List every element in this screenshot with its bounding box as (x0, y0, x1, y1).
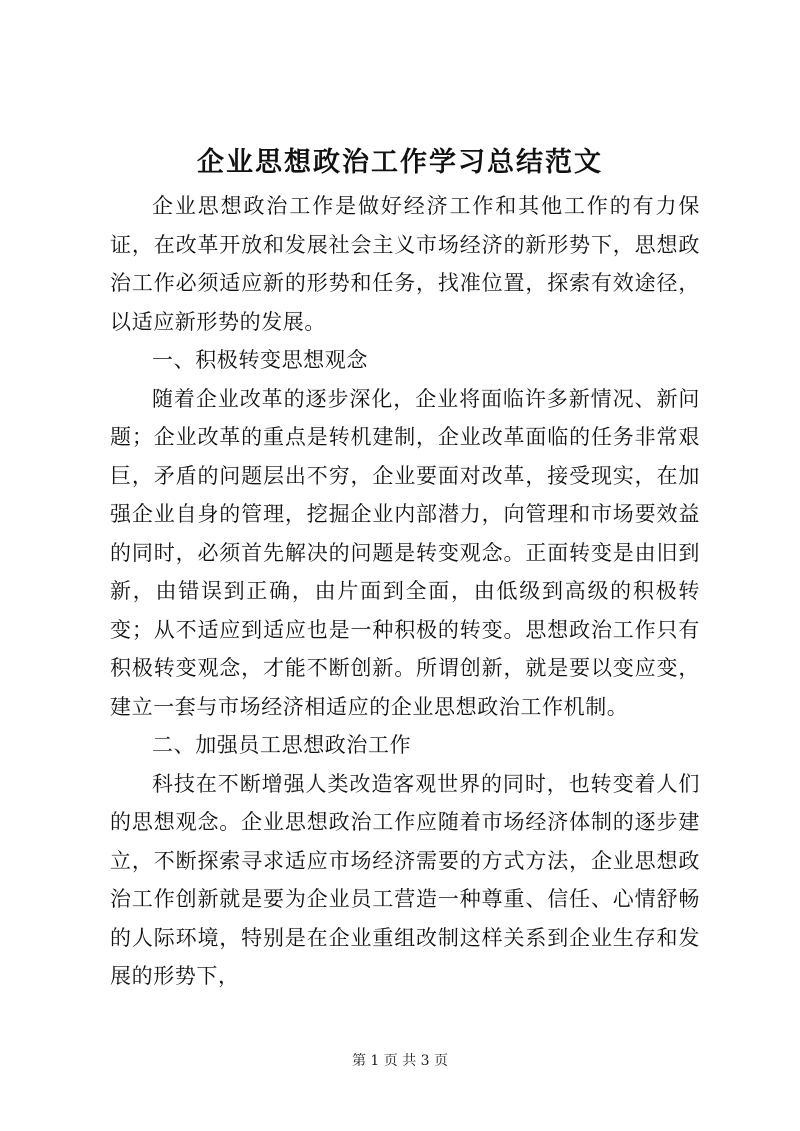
page-number-label: 第 1 页 共 3 页 (351, 1053, 449, 1069)
page-footer (0, 1050, 800, 1070)
section-1-paragraph: 随着企业改革的逐步深化，企业将面临许多新情况、新问题；企业改革的重点是转机建制，企业改革面临的任务非常艰巨，矛盾的问题层出不穷，企业要面对改革，接受现实，在加强企业自身的管理，挖掘企业内部潜力，向管理和市场要效益的同时，必须首先解决的问题是转变观念。正面转变是由旧到新，由错误到正确，由片面到全面，由低级到高级的积极转变；从不适应到适应也是一种积极的转变。思想政治工作只有积极转变观念，才能不断创新。所谓创新，就是要以变应变，建立一套与市场经济相适应的企业思想政治工作机制。 (110, 386, 700, 719)
section-heading-2: 二、加强员工思想政治工作 (152, 733, 412, 757)
document-body (110, 187, 700, 996)
intro-paragraph: 企业思想政治工作是做好经济工作和其他工作的有力保证，在改革开放和发展社会主义市场经济的新形势下，思想政治工作必须适应新的形势和任务，找准位置，探索有效途径，以适应新形势的发展。 (110, 194, 700, 334)
section-2-paragraph: 科技在不断增强人类改造客观世界的同时，也转变着人们的思想观念。企业思想政治工作应随着市场经济体制的逐步建立，不断探索寻求适应市场经济需要的方式方法，企业思想政治工作创新就是要为企业员工营造一种尊重、信任、心情舒畅的人际环境，特别是在企业重组改制这样关系到企业生存和发展的形势下， (110, 771, 700, 988)
section-heading-1: 一、积极转变思想观念 (152, 348, 368, 372)
document-title: 企业思想政治工作学习总结范文 (197, 147, 603, 178)
